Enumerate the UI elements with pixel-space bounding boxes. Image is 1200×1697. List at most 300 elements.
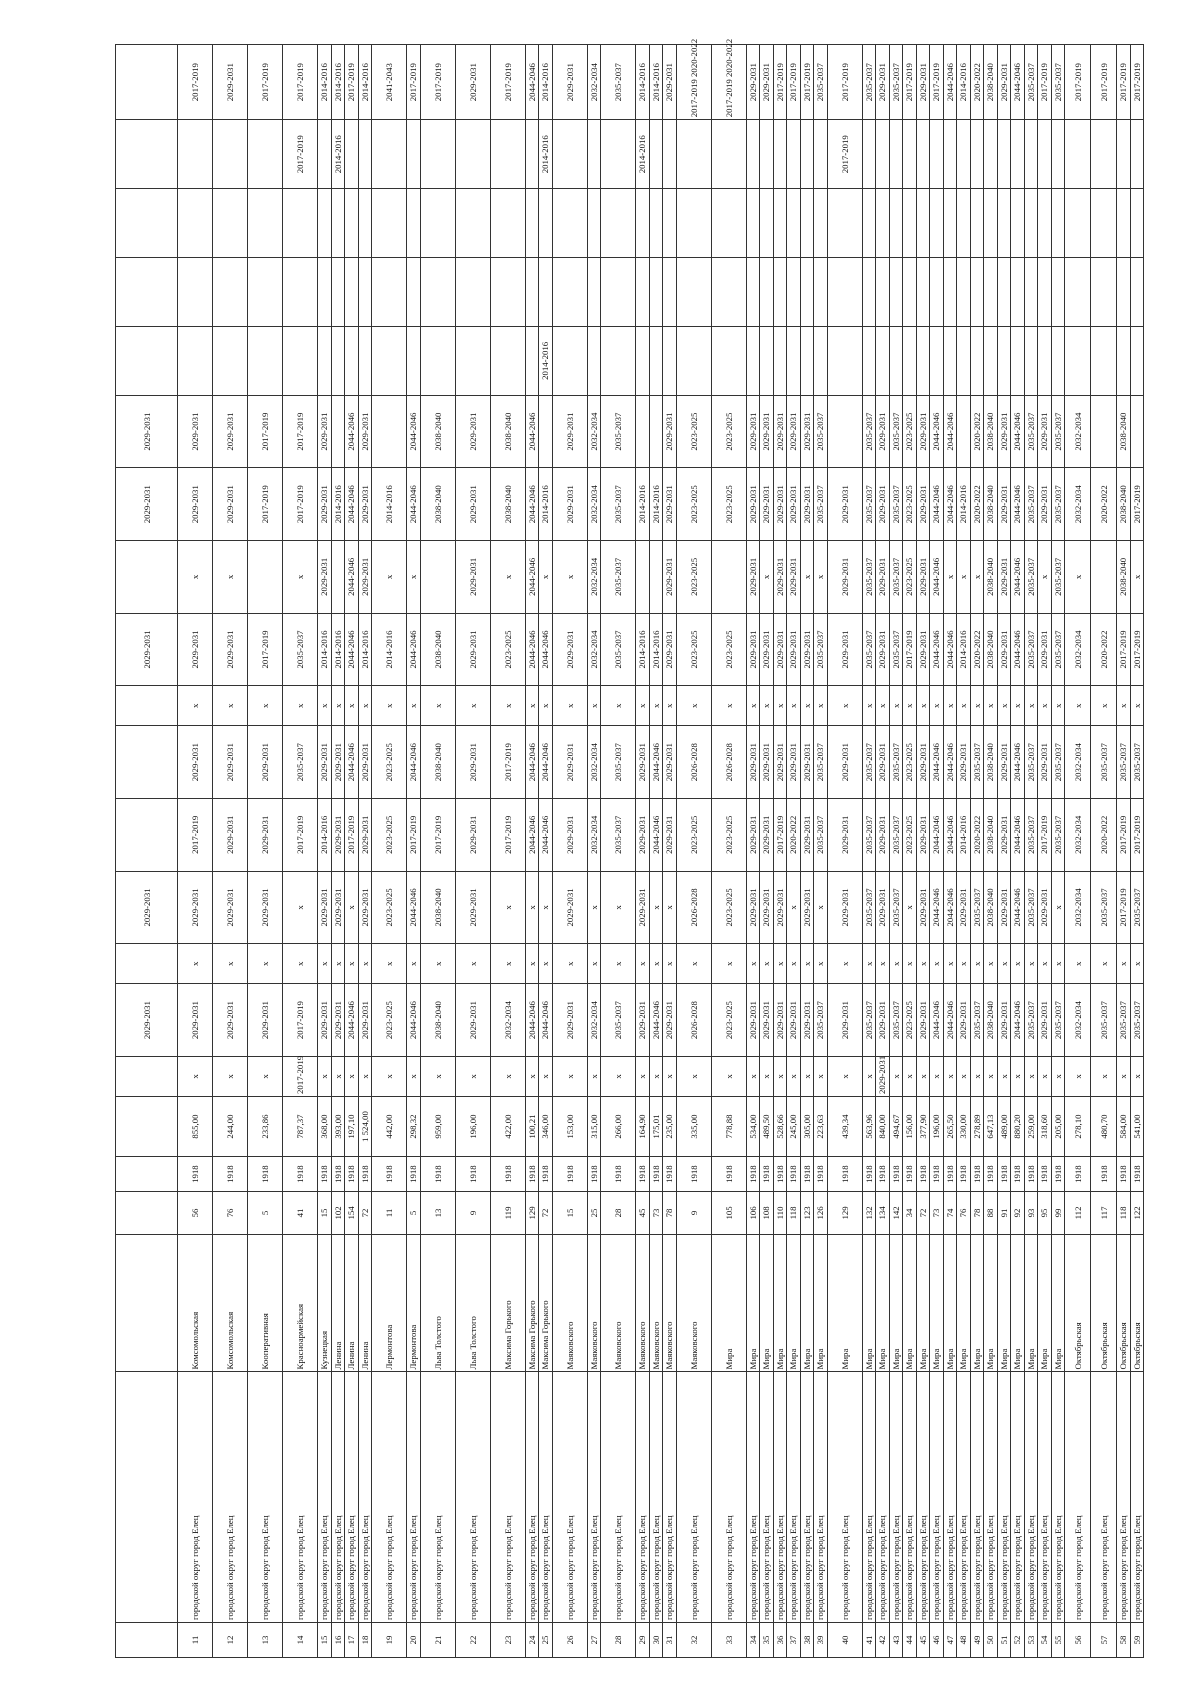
cell-c20 (490, 120, 525, 189)
cell-c16: 2029-2031 (800, 395, 814, 468)
cell-c7: 2038-2040 (984, 984, 998, 1057)
cell-c20 (1130, 120, 1144, 189)
cell-c7: 2029-2031 (331, 984, 345, 1057)
cell-c11: 2029-2031 (552, 726, 587, 799)
cell-c8: х (318, 944, 332, 984)
cell-district: городской округ город Елец (345, 1372, 359, 1622)
cell-c13: 2023-2025 (676, 613, 711, 686)
cell-c9: 2035-2037 (862, 871, 876, 944)
cell-c13: 2035-2037 (1024, 613, 1038, 686)
cell-c16: 2029-2031 (787, 395, 801, 468)
cell-c10: 2017-2019 (407, 798, 421, 871)
cell-c8: х (539, 944, 553, 984)
cell-c6: х (676, 1056, 711, 1096)
cell-c21: 2029-2031 (663, 45, 677, 120)
cell-c21: 2041-2043 (372, 45, 407, 120)
table-row (525, 45, 539, 1658)
cell-year: 1918 (1051, 1157, 1065, 1192)
cell-c13: 2023-2025 (490, 613, 525, 686)
cell-c6: х (930, 1056, 944, 1096)
cell-num: 42 (876, 1622, 890, 1657)
cell-c8: х (372, 944, 407, 984)
cell-c13: 2035-2037 (601, 613, 636, 686)
cell-district: городской округ город Елец (800, 1372, 814, 1622)
cell-house: 15 (318, 1192, 332, 1235)
cell-c21: 2035-2037 (889, 45, 903, 120)
table-row (1038, 45, 1052, 1658)
cell-c18 (407, 258, 421, 327)
cell-c13: 2017-2019 (248, 613, 283, 686)
cell-street: Комсомольская (178, 1234, 213, 1372)
table-row (711, 45, 746, 1658)
cell-c14: х (970, 541, 984, 614)
cell-area: 840,00 (876, 1096, 890, 1156)
cell-c19 (903, 189, 917, 258)
cell-c10: 2044-2046 (930, 798, 944, 871)
rotated-table-wrapper (115, 38, 1142, 1658)
cell-c10: 2029-2031 (827, 798, 862, 871)
cell-c16 (372, 395, 407, 468)
cell-house: 72 (916, 1192, 930, 1235)
cell-c21: 2029-2031 (213, 45, 248, 120)
cell-c11: 2029-2031 (178, 726, 213, 799)
cell-c10: 2017-2019 (178, 798, 213, 871)
cell-year: 1918 (587, 1157, 601, 1192)
cell-c10: 2020-2022 (970, 798, 984, 871)
cell-area: 494,67 (889, 1096, 903, 1156)
cell-c6: х (587, 1056, 601, 1096)
cell-c15: 2035-2037 (1051, 468, 1065, 541)
cell-area: 442,00 (372, 1096, 407, 1156)
cell-c6: х (490, 1056, 525, 1096)
cell-c20 (649, 120, 663, 189)
cell-c14: 2029-2031 (455, 541, 490, 614)
cell-c14: х (1130, 541, 1144, 614)
cell-num: 33 (711, 1622, 746, 1657)
cell-c6: х (814, 1056, 828, 1096)
cell-c9: х (490, 871, 525, 944)
cell-c10: 2029-2031 (663, 798, 677, 871)
cell-c17 (773, 326, 787, 395)
cell-c21: 2029-2031 (997, 45, 1011, 120)
cell-c14: х (539, 541, 553, 614)
cell-num: 16 (331, 1622, 345, 1657)
cell-year: 1918 (957, 1157, 971, 1192)
cell-c7: 2032-2034 (1065, 984, 1091, 1057)
cell-c18 (178, 258, 213, 327)
cell-c9: 2035-2037 (1024, 871, 1038, 944)
cell-c14: х (943, 541, 957, 614)
cell-c19 (407, 189, 421, 258)
cell-street: Мира (773, 1234, 787, 1372)
cell-c17 (1130, 326, 1144, 395)
table-row (814, 45, 828, 1658)
cell-c14: 2035-2037 (1051, 541, 1065, 614)
cell-c8: х (800, 944, 814, 984)
cell-c15: 2017-2019 (1130, 468, 1144, 541)
cell-c20 (1091, 120, 1117, 189)
cell-year: 1918 (746, 1157, 760, 1192)
cell-c17 (787, 326, 801, 395)
cell-c17 (943, 326, 957, 395)
cell-c6: х (970, 1056, 984, 1096)
cell-c16 (649, 395, 663, 468)
cell-street: Маяковского (649, 1234, 663, 1372)
cell-c10: 2038-2040 (984, 798, 998, 871)
cell-street: Мира (903, 1234, 917, 1372)
cell-num: 31 (663, 1622, 677, 1657)
cell-year: 1918 (862, 1157, 876, 1192)
cell-c19 (1130, 189, 1144, 258)
cell-c11: 2029-2031 (746, 726, 760, 799)
cell-c19 (283, 189, 318, 258)
cell-house: 129 (827, 1192, 862, 1235)
cell-c20 (248, 120, 283, 189)
cell-year: 1918 (372, 1157, 407, 1192)
cell-c8: х (1065, 944, 1091, 984)
table-row (601, 45, 636, 1658)
cell-num: 34 (746, 1622, 760, 1657)
cell-c19 (1011, 189, 1025, 258)
cell-area: 196,00 (455, 1096, 490, 1156)
cell-c11: 2029-2031 (636, 726, 650, 799)
cell-c6: 2017-2019 (283, 1056, 318, 1096)
cell-c16: 2029-2031 (773, 395, 787, 468)
cell-c12: х (889, 686, 903, 726)
cell-c16 (827, 395, 862, 468)
cell-c17 (984, 326, 998, 395)
cell-c16: 2035-2037 (1024, 395, 1038, 468)
cell-house: 78 (970, 1192, 984, 1235)
cell-area: 315,00 (587, 1096, 601, 1156)
cell-num: 21 (420, 1622, 455, 1657)
cell-c18 (1024, 258, 1038, 327)
cell-c14: 2023-2025 (676, 541, 711, 614)
cell-house: 134 (876, 1192, 890, 1235)
cell-c19 (862, 189, 876, 258)
cell-c12: х (539, 686, 553, 726)
cell-c20 (711, 120, 746, 189)
cell-c17 (407, 326, 421, 395)
cell-year: 1918 (889, 1157, 903, 1192)
cell-c9: 2026-2028 (676, 871, 711, 944)
table-row (552, 45, 587, 1658)
cell-c19 (213, 189, 248, 258)
cell-c13: 2029-2031 (663, 613, 677, 686)
cell-c12: х (827, 686, 862, 726)
cell-c18 (455, 258, 490, 327)
cell-c19 (1024, 189, 1038, 258)
cell-c14: 2044-2046 (525, 541, 539, 614)
cell-c12: х (957, 686, 971, 726)
cell-year: 1918 (345, 1157, 359, 1192)
cell-c6: х (420, 1056, 455, 1096)
cell-c12: х (248, 686, 283, 726)
cell-area: 855,00 (178, 1096, 213, 1156)
cell-c11: 2029-2031 (957, 726, 971, 799)
cell-c19 (711, 189, 746, 258)
cell-c9: 2035-2037 (1091, 871, 1117, 944)
cell-c14: 2035-2037 (889, 541, 903, 614)
cell-c13: 2014-2016 (957, 613, 971, 686)
cell-c9: 2029-2031 (358, 871, 372, 944)
cell-c16: 2017-2019 (283, 395, 318, 468)
cell-district: городской округ город Елец (358, 1372, 372, 1622)
cell-c10: 2017-2019 (1038, 798, 1052, 871)
cell-c14: 2029-2031 (773, 541, 787, 614)
cell-c13: 2044-2046 (407, 613, 421, 686)
cell-c10: 2023-2025 (903, 798, 917, 871)
cell-c16: 2035-2037 (889, 395, 903, 468)
cell-house: 72 (358, 1192, 372, 1235)
cell-c10: 2017-2019 (345, 798, 359, 871)
cell-c21: 2017-2019 (800, 45, 814, 120)
cell-c14: х (814, 541, 828, 614)
cell-c15: 2029-2031 (552, 468, 587, 541)
cell-c8: х (827, 944, 862, 984)
table-row (407, 45, 421, 1658)
cell-c16: 2017-2019 (248, 395, 283, 468)
cell-year: 1918 (916, 1157, 930, 1192)
cell-year: 1918 (773, 1157, 787, 1192)
cell-c6: х (1011, 1056, 1025, 1096)
cell-c6: х (178, 1056, 213, 1096)
cell-num (116, 1622, 178, 1657)
cell-c18 (1130, 258, 1144, 327)
cell-c12: х (331, 686, 345, 726)
cell-c9: 2029-2031 (746, 871, 760, 944)
cell-c13: 2044-2046 (930, 613, 944, 686)
cell-c10: 2032-2034 (587, 798, 601, 871)
cell-c17 (213, 326, 248, 395)
cell-district: городской округ город Елец (746, 1372, 760, 1622)
cell-c21: 2017-2019 (178, 45, 213, 120)
cell-c17 (248, 326, 283, 395)
cell-district: городской округ город Елец (1065, 1372, 1091, 1622)
cell-num: 56 (1065, 1622, 1091, 1657)
cell-district: городской округ город Елец (663, 1372, 677, 1622)
cell-c16: 2029-2031 (746, 395, 760, 468)
cell-c19 (539, 189, 553, 258)
cell-c13: 2029-2031 (760, 613, 774, 686)
cell-c18 (814, 258, 828, 327)
table-row (984, 45, 998, 1658)
cell-num: 54 (1038, 1622, 1052, 1657)
cell-c17 (1038, 326, 1052, 395)
cell-c8: х (663, 944, 677, 984)
cell-street: Октябрьская (1091, 1234, 1117, 1372)
cell-c17 (746, 326, 760, 395)
cell-c18 (984, 258, 998, 327)
cell-house: 99 (1051, 1192, 1065, 1235)
cell-num: 46 (930, 1622, 944, 1657)
cell-year: 1918 (318, 1157, 332, 1192)
cell-c13: 2017-2019 (1117, 613, 1131, 686)
table-row (1024, 45, 1038, 1658)
cell-c8: х (1024, 944, 1038, 984)
cell-c10: 2029-2031 (248, 798, 283, 871)
cell-c11: 2044-2046 (525, 726, 539, 799)
cell-c18 (213, 258, 248, 327)
table-row (916, 45, 930, 1658)
table-row (997, 45, 1011, 1658)
cell-c6: х (787, 1056, 801, 1096)
cell-c14: х (407, 541, 421, 614)
table-row (930, 45, 944, 1658)
cell-c11: 2029-2031 (997, 726, 1011, 799)
cell-c14: 2029-2031 (876, 541, 890, 614)
cell-c18 (876, 258, 890, 327)
cell-c13: 2044-2046 (525, 613, 539, 686)
cell-c19 (1091, 189, 1117, 258)
cell-c7: 2029-2031 (760, 984, 774, 1057)
cell-c17 (916, 326, 930, 395)
cell-street: Мира (1011, 1234, 1025, 1372)
cell-c20 (178, 120, 213, 189)
cell-house: 123 (800, 1192, 814, 1235)
cell-street: Ленина (358, 1234, 372, 1372)
cell-area: 233,86 (248, 1096, 283, 1156)
cell-c10: 2014-2016 (957, 798, 971, 871)
cell-c13: 2044-2046 (345, 613, 359, 686)
cell-district: городской округ город Елец (490, 1372, 525, 1622)
schedule-table (115, 38, 1144, 1658)
cell-c18 (862, 258, 876, 327)
cell-num: 19 (372, 1622, 407, 1657)
cell-c16 (331, 395, 345, 468)
cell-c21: 2014-2016 (358, 45, 372, 120)
cell-c13: 2017-2019 (903, 613, 917, 686)
cell-street: Октябрьская (1065, 1234, 1091, 1372)
cell-c17 (876, 326, 890, 395)
cell-c14 (711, 541, 746, 614)
cell-c21: 2044-2046 (943, 45, 957, 120)
cell-c7: 2029-2031 (787, 984, 801, 1057)
cell-house: 117 (1091, 1192, 1117, 1235)
cell-c11: 2035-2037 (283, 726, 318, 799)
cell-year: 1918 (800, 1157, 814, 1192)
cell-c15: 2044-2046 (1011, 468, 1025, 541)
cell-c14: х (1038, 541, 1052, 614)
cell-c8: х (636, 944, 650, 984)
cell-district: городской округ город Елец (1038, 1372, 1052, 1622)
cell-house: 88 (984, 1192, 998, 1235)
cell-c7: 2044-2046 (407, 984, 421, 1057)
cell-c12: х (862, 686, 876, 726)
cell-c20 (800, 120, 814, 189)
cell-c17 (970, 326, 984, 395)
cell-street: Мира (930, 1234, 944, 1372)
cell-street: Маяковского (636, 1234, 650, 1372)
cell-house: 34 (903, 1192, 917, 1235)
cell-c15: 2029-2031 (116, 468, 178, 541)
cell-num: 49 (970, 1622, 984, 1657)
cell-c11: 2023-2025 (903, 726, 917, 799)
cell-c12: х (773, 686, 787, 726)
cell-c15: 2038-2040 (490, 468, 525, 541)
cell-year: 1918 (1038, 1157, 1052, 1192)
cell-district: городской округ город Елец (676, 1372, 711, 1622)
cell-street: Максима Горького (490, 1234, 525, 1372)
cell-area: 393,00 (331, 1096, 345, 1156)
cell-street: Максима Горького (539, 1234, 553, 1372)
cell-c20 (787, 120, 801, 189)
cell-c16: 2029-2031 (178, 395, 213, 468)
cell-c11: 2035-2037 (1130, 726, 1144, 799)
cell-c12: х (1065, 686, 1091, 726)
cell-num: 14 (283, 1622, 318, 1657)
cell-street: Льва Толстого (420, 1234, 455, 1372)
cell-year: 1918 (358, 1157, 372, 1192)
cell-c21: 2017-2019 (1038, 45, 1052, 120)
cell-c13: 2044-2046 (943, 613, 957, 686)
cell-c15: 2029-2031 (746, 468, 760, 541)
cell-c16: 2044-2046 (525, 395, 539, 468)
cell-c9: 2029-2031 (455, 871, 490, 944)
cell-c9: х (663, 871, 677, 944)
table-row (1117, 45, 1131, 1658)
cell-c16: 2044-2046 (407, 395, 421, 468)
cell-c19 (827, 189, 862, 258)
cell-c6: х (248, 1056, 283, 1096)
cell-c10: 2035-2037 (1051, 798, 1065, 871)
cell-c19 (970, 189, 984, 258)
cell-c16: 2029-2031 (760, 395, 774, 468)
cell-c18 (525, 258, 539, 327)
cell-year: 1918 (248, 1157, 283, 1192)
cell-c9: 2035-2037 (889, 871, 903, 944)
cell-c14 (420, 541, 455, 614)
cell-house: 110 (773, 1192, 787, 1235)
cell-c21: 2035-2037 (1024, 45, 1038, 120)
cell-district: городской округ город Елец (372, 1372, 407, 1622)
cell-street: Мира (800, 1234, 814, 1372)
cell-c16: 2032-2034 (1065, 395, 1091, 468)
cell-c11: 2029-2031 (916, 726, 930, 799)
cell-c9: 2038-2040 (420, 871, 455, 944)
cell-c14: 2029-2031 (997, 541, 1011, 614)
cell-c6: х (525, 1056, 539, 1096)
cell-c9: 2029-2031 (760, 871, 774, 944)
cell-c9: 2044-2046 (930, 871, 944, 944)
cell-c18 (601, 258, 636, 327)
cell-c18 (649, 258, 663, 327)
cell-c17 (760, 326, 774, 395)
cell-c9: 2038-2040 (984, 871, 998, 944)
cell-c14: 2023-2025 (903, 541, 917, 614)
cell-area: 235,00 (663, 1096, 677, 1156)
cell-c12 (116, 686, 178, 726)
cell-c18 (1051, 258, 1065, 327)
cell-c21: 2017-2019 (1065, 45, 1091, 120)
cell-c9: 2029-2031 (178, 871, 213, 944)
cell-c14: 2029-2031 (318, 541, 332, 614)
cell-c14: 2044-2046 (345, 541, 359, 614)
cell-c18 (420, 258, 455, 327)
cell-c20 (1011, 120, 1025, 189)
cell-c15: 2023-2025 (711, 468, 746, 541)
cell-c13: 2029-2031 (997, 613, 1011, 686)
table-row (903, 45, 917, 1658)
cell-c7: 2035-2037 (1117, 984, 1131, 1057)
table-row (178, 45, 213, 1658)
cell-area: 422,00 (490, 1096, 525, 1156)
cell-c18 (800, 258, 814, 327)
cell-c18 (760, 258, 774, 327)
table-row (358, 45, 372, 1658)
cell-area: 266,00 (601, 1096, 636, 1156)
cell-street: Мира (970, 1234, 984, 1372)
